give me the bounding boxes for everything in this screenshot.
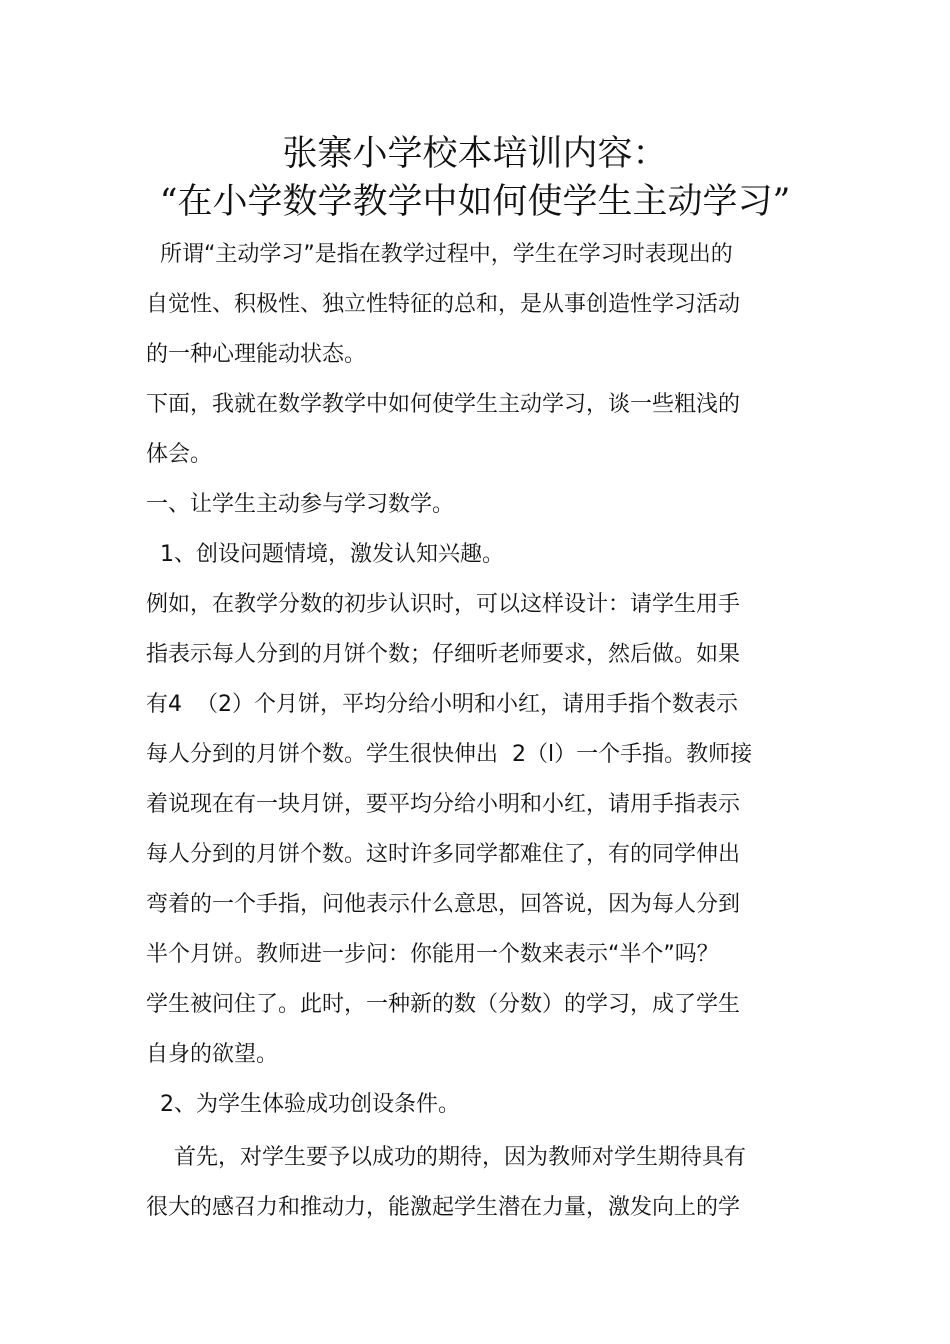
- document-title: 张寨小学校本培训内容：: [282, 134, 668, 174]
- paragraph-line: 每人分到的月饼个数。学生很快伸出 2（l）一个手指。教师接: [146, 742, 753, 767]
- subsection-heading: 2、为学生体验成功创设条件。: [146, 1092, 460, 1117]
- document-body: [146, 230, 806, 1233]
- subsection-heading: 1、创设问题情境，激发认知兴趣。: [146, 542, 504, 567]
- paragraph-line: 指表示每人分到的月饼个数；仔细听老师要求，然后做。如果: [146, 642, 741, 667]
- paragraph-line: 很大的感召力和推动力，能激起学生潜在力量，激发向上的学: [146, 1195, 741, 1220]
- paragraph-line: 半个月饼。教师进一步问：你能用一个数来表示“半个”吗？: [146, 942, 719, 967]
- section-heading: 一、让学生主动参与学习数学。: [146, 492, 455, 517]
- document-subtitle: “在小学数学教学中如何使学生主动学习”: [159, 182, 791, 222]
- paragraph-line: 弯着的一个手指，问他表示什么意思，回答说，因为每人分到: [146, 892, 741, 917]
- paragraph-line: 自身的欲望。: [146, 1042, 279, 1067]
- paragraph-line: 有4 （2）个月饼，平均分给小明和小红，请用手指个数表示: [146, 692, 738, 717]
- paragraph-line: 的一种心理能动状态。: [146, 342, 367, 367]
- paragraph-line: 首先，对学生要予以成功的期待，因为教师对学生期待具有: [146, 1145, 746, 1170]
- paragraph-line: 每人分到的月饼个数。这时许多同学都难住了，有的同学伸出: [146, 842, 741, 867]
- paragraph-line: 所谓“主动学习”是指在教学过程中，学生在学习时表现出的: [146, 242, 733, 267]
- paragraph-line: 着说现在有一块月饼，要平均分给小明和小红，请用手指表示: [146, 792, 741, 817]
- paragraph-line: 体会。: [146, 442, 213, 467]
- paragraph-line: 自觉性、积极性、独立性特征的总和，是从事创造性学习活动: [146, 292, 741, 317]
- paragraph-line: 下面，我就在数学教学中如何使学生主动学习，谈一些粗浅的: [146, 392, 741, 417]
- paragraph-line: 例如，在教学分数的初步认识时，可以这样设计：请学生用手: [146, 592, 741, 617]
- paragraph-line: 学生被问住了。此时，一种新的数（分数）的学习，成了学生: [146, 992, 741, 1017]
